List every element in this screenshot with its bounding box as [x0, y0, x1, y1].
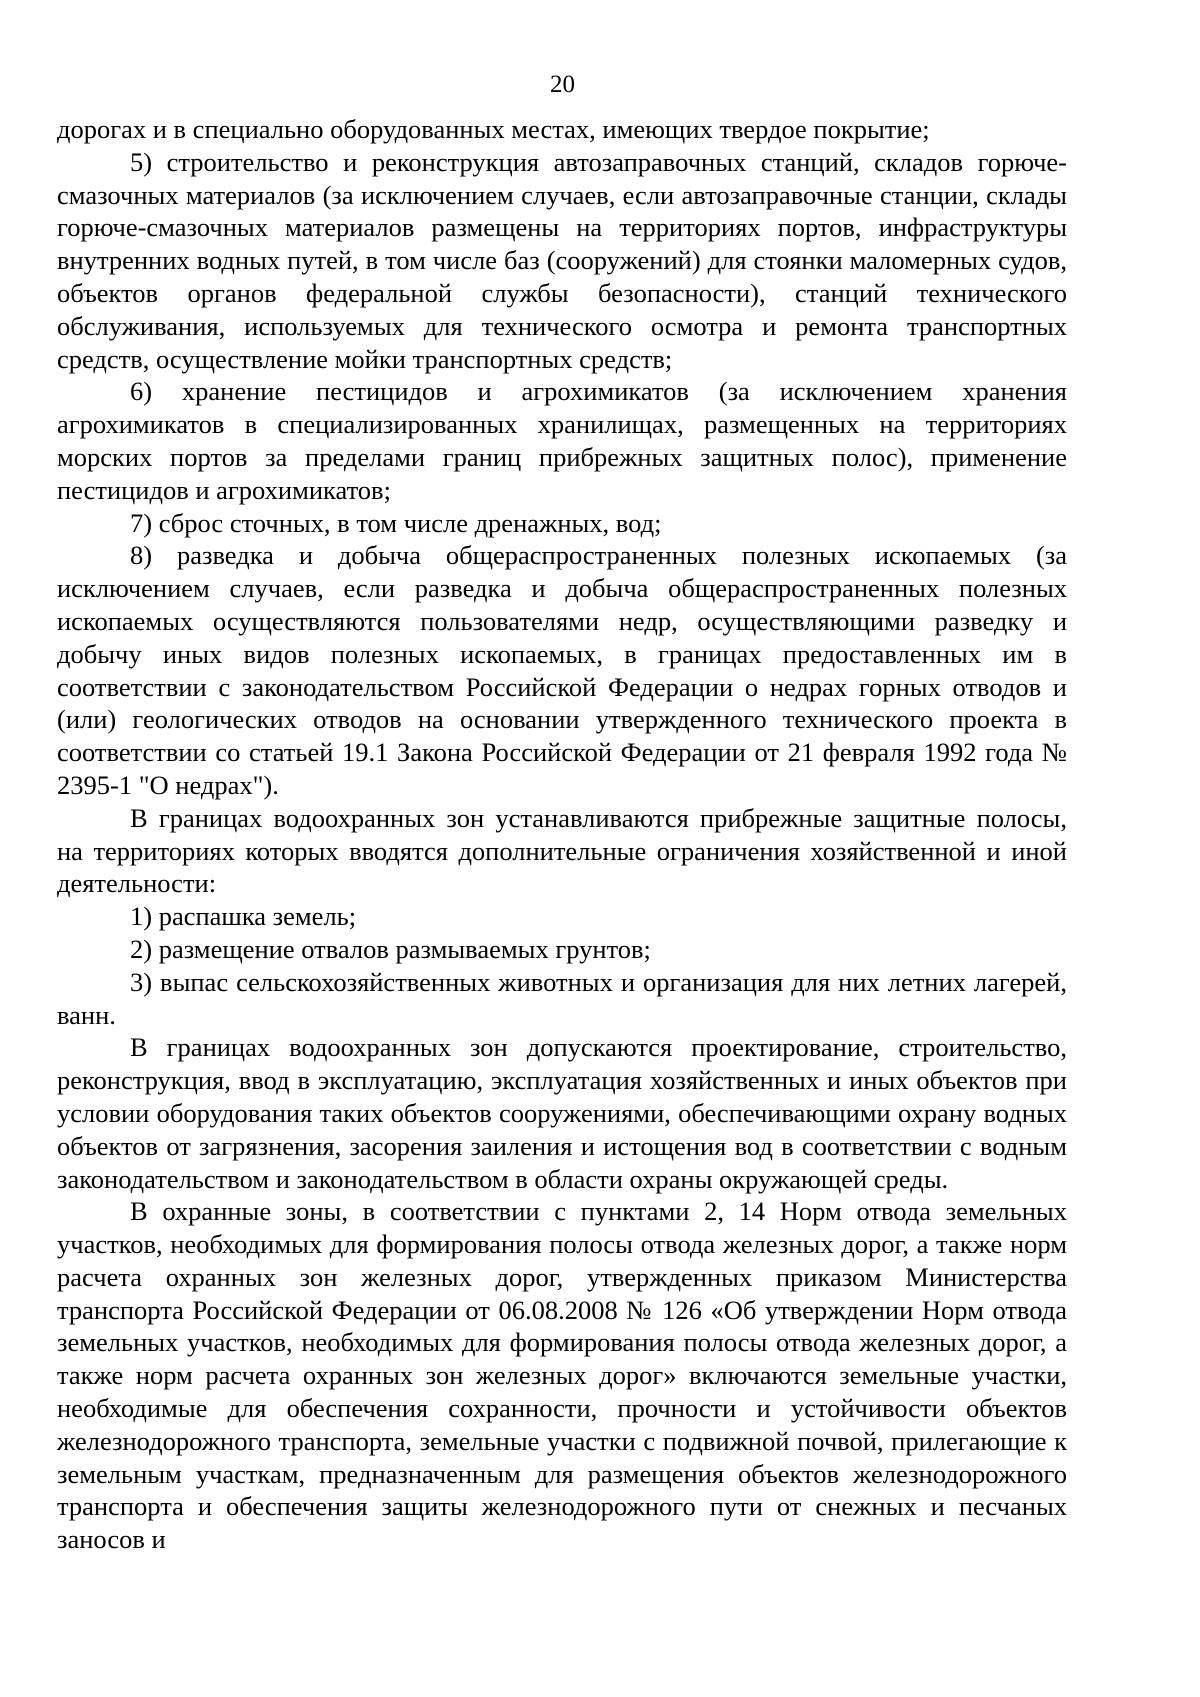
- paragraph-railway-protection-zones: В охранные зоны, в соответствии с пунктами 2, 14 Норм отвода земельных участков, необходимых для формирования полосы отвода железных дорог, а также норм расчета охранных зон железных дорог, утвержденных приказом Министерства транспорта Российской Федерации от 06.08.2008 № 126 «Об утверждении Норм отвода земельных участков, необходимых для формирования полосы отвода железных дорог, а также норм расчета охранных зон железных дорог» включаются земельные участки, необходимые для обеспечения сохранности, прочности и устойчивости объектов железнодорожного транспорта, земельные участки с подвижной почвой, прилегающие к земельным участкам, предназначенным для размещения объектов железнодорожного транспорта и обеспечения защиты железнодорожного пути от снежных и песчаных заносов и: [57, 1196, 1067, 1555]
- paragraph-item-6: 6) хранение пестицидов и агрохимикатов (за исключением хранения агрохимикатов в специализированных хранилищах, размещенных на территориях морских портов за пределами границ прибрежных защитных полос), применение пестицидов и агрохимикатов;: [57, 376, 1067, 505]
- paragraph-restriction-3: 3) выпас сельскохозяйственных животных и организация для них летних лагерей, ванн.: [57, 966, 1067, 1030]
- paragraph-item-7: 7) сброс сточных, в том числе дренажных, вод;: [130, 507, 662, 538]
- page-number: 20: [550, 71, 575, 98]
- document-body: [57, 113, 1067, 1556]
- paragraph-item-5: 5) строительство и реконструкция автозаправочных станций, складов горюче-смазочных материалов (за исключением случаев, если автозаправочные станции, склады горюче-смазочных материалов размещены на территориях портов, инфраструктуры внутренних водных путей, в том числе баз (сооружений) для стоянки маломерных судов, объектов органов федеральной службы безопасности), станций технического обслуживания, используемых для технического осмотра и ремонта транспортных средств, осуществление мойки транспортных средств;: [57, 146, 1067, 374]
- paragraph-restriction-1: 1) распашка земель;: [130, 901, 357, 932]
- paragraph-coastal-strips: В границах водоохранных зон устанавливаются прибрежные защитные полосы, на территориях которых вводятся дополнительные ограничения хозяйственной и иной деятельности:: [57, 802, 1067, 899]
- paragraph-continuation: дорогах и в специально оборудованных местах, имеющих твердое покрытие;: [57, 114, 930, 144]
- paragraph-item-8: 8) разведка и добыча общераспространенных полезных ископаемых (за исключением случаев, если разведка и добыча общераспространенных полезных ископаемых осуществляются пользователями недр, осуществляющими разведку и добычу иных видов полезных ископаемых, в границах предоставленных им в соответствии с законодательством Российской Федерации о недрах горных отводов и (или) геологических отводов на основании утвержденного технического проекта в соответствии со статьей 19.1 Закона Российской Федерации от 21 февраля 1992 года № 2395-1 "О недрах").: [57, 540, 1067, 800]
- paragraph-allowed-activities: В границах водоохранных зон допускаются проектирование, строительство, реконструкция, ввод в эксплуатацию, эксплуатация хозяйственных и иных объектов при условии оборудования таких объектов сооружениями, обеспечивающими охрану водных объектов от загрязнения, засорения заиления и истощения вод в соответствии с водным законодательством и законодательством в области охраны окружающей среды.: [57, 1032, 1067, 1194]
- paragraph-restriction-2: 2) размещение отвалов размываемых грунтов;: [130, 933, 651, 964]
